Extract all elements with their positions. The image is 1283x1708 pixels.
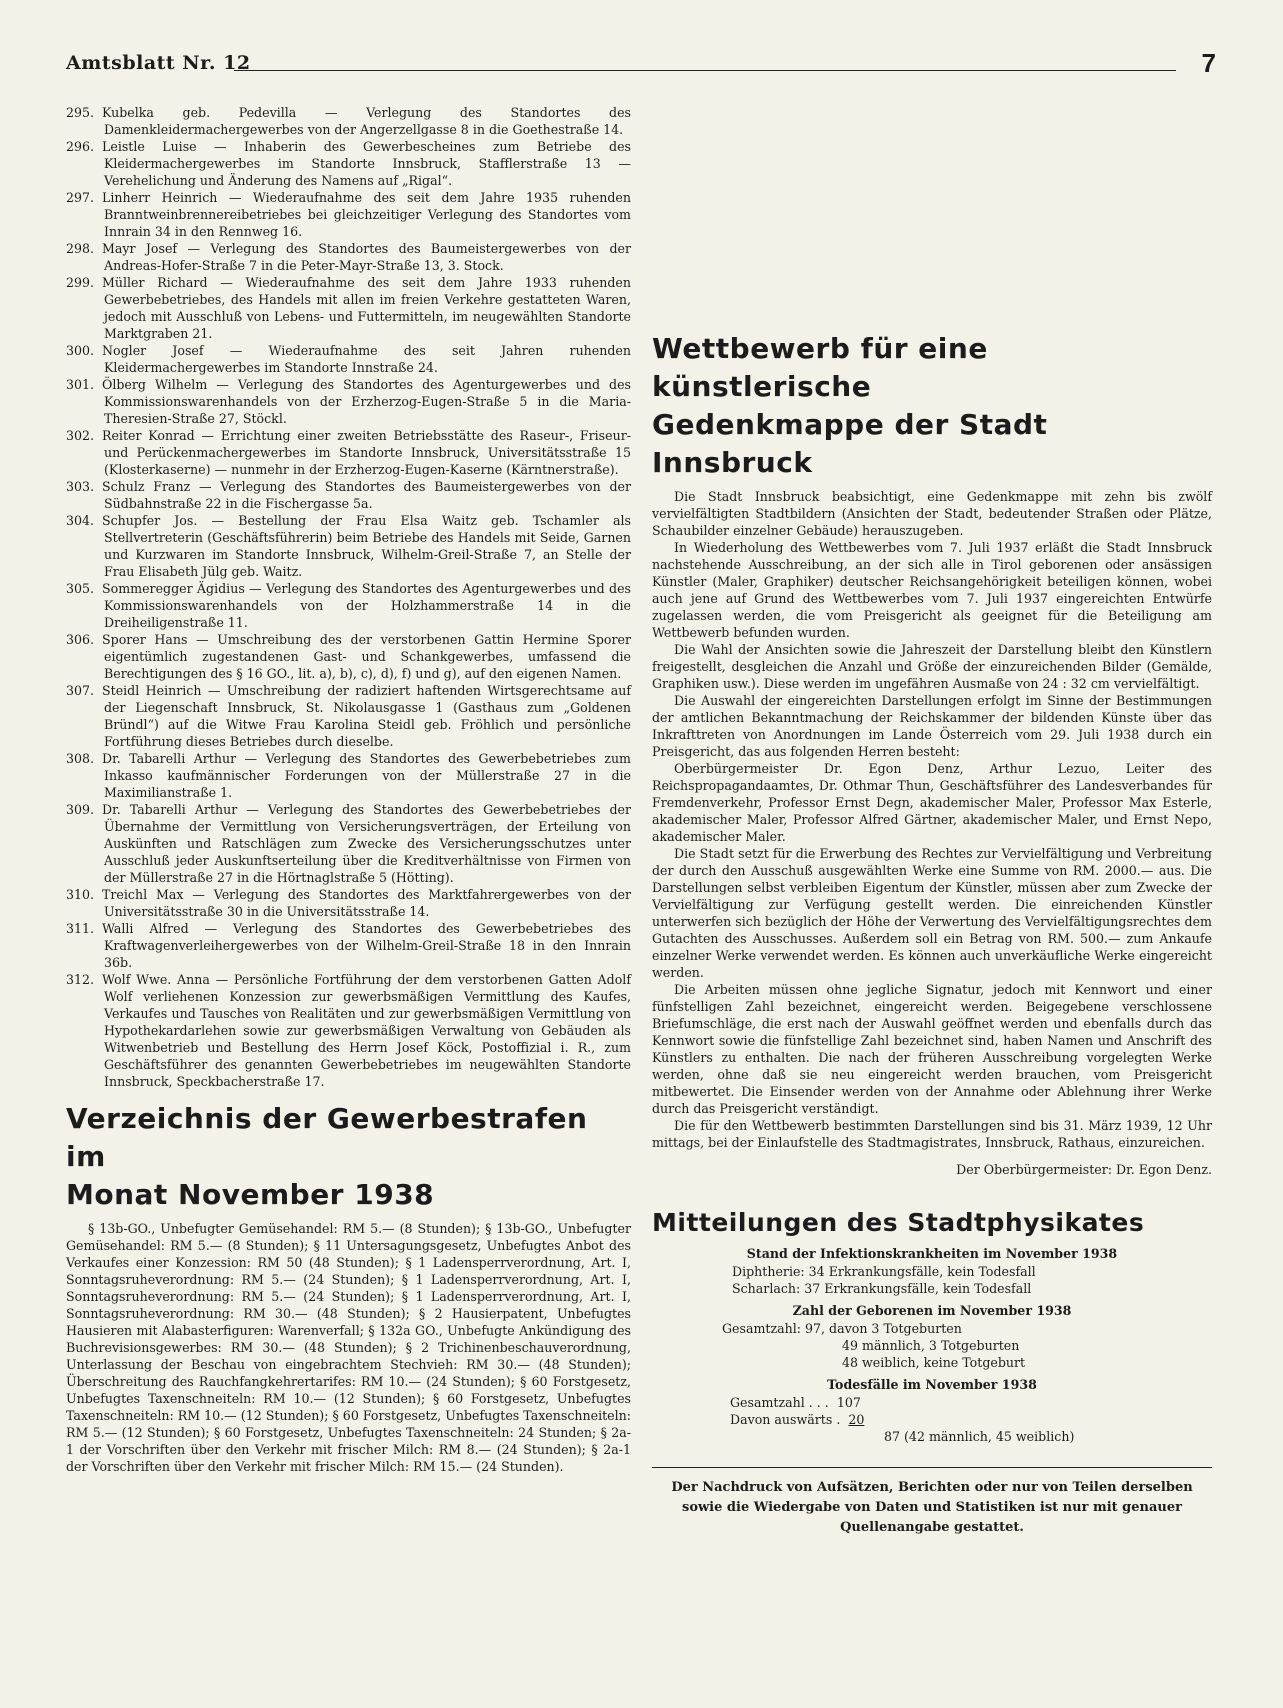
deaths-line: Gesamtzahl . . . 107	[730, 1395, 861, 1410]
infections-heading: Stand der Infektionskrankheiten im November 1938	[746, 1246, 1118, 1261]
right-column	[652, 330, 1212, 1538]
infection-line: Scharlach: 37 Erkrankungsfälle, kein Todesfall	[732, 1281, 1032, 1296]
gazette-title: Amtsblatt Nr. 12	[66, 52, 251, 74]
page-number: 7	[1201, 48, 1216, 78]
competition-paragraph: Die Wahl der Ansichten sowie die Jahreszeit der Darstellung bleibt den Künstlern freigestellt, desgleichen die Anzahl und Größe der einzureichenden Bilder (Gemälde, Graphiken usw.). Diese werden im ungefähren Ausmaße von 24 : 32 cm vervielfältigt.	[652, 642, 1212, 691]
list-item: 310. Treichl Max — Verlegung des Standortes des Marktfahrergewerbes von der Universitätsstraße 30 in die Universitätsstraße 14.	[66, 887, 631, 919]
list-item: 306. Sporer Hans — Umschreibung des der verstorbenen Gattin Hermine Sporer eigentümlich zugestandenen Gast- und Schankgewerbes, umfassend die Berechtigungen des § 16 GO., lit. a), b), c), d), f) und g), auf den eigenen Namen.	[66, 632, 631, 681]
list-item: 302. Reiter Konrad — Errichtung einer zweiten Betriebsstätte des Raseur-, Friseur- und Perückenmachergewerbes im Standorte Innsbruck, Universitätsstraße 15 (Klosterkaserne) — nunmehr in der Erzherzog-Eugen-Kaserne (Kärntnerstraße).	[66, 428, 631, 477]
infection-line: Diphtherie: 34 Erkrankungsfälle, kein Todesfall	[732, 1264, 1036, 1279]
mayor-signature: Der Oberbürgermeister: Dr. Egon Denz.	[956, 1162, 1212, 1177]
list-item: 308. Dr. Tabarelli Arthur — Verlegung des Standortes des Gewerbebetriebes zum Inkasso kaufmännischer Forderungen von der Müllerstraße 27 in die Maximilianstraße 1.	[66, 751, 631, 800]
list-item: 295. Kubelka geb. Pedevilla — Verlegung des Standortes des Damenkleidermachergewerbes von der Angerzellgasse 8 in die Goethestraße 14.	[66, 105, 631, 137]
births-line: Gesamtzahl: 97, davon 3 Totgeburten	[722, 1321, 962, 1336]
competition-heading: Wettbewerb für eine künstlerische Gedenkmappe der Stadt Innsbruck	[652, 332, 1048, 479]
trade-entries-list	[66, 104, 631, 1090]
list-item: 312. Wolf Wwe. Anna — Persönliche Fortführung der dem verstorbenen Gatten Adolf Wolf verliehenen Konzession zur gewerbsmäßigen Vermittlung des Kaufes, Verkaufes und Tausches von Realitäten und zur gewerbsmäßigen Vermittlung von Hypothekardarlehen sowie zur gewerbsmäßigen Verwaltung von Gebäuden als Witwenbetrieb und Bestellung des Herrn Josef Köck, Postoffizial i. R., zum Geschäftsführer des genannten Gewerbebetriebes im neugewählten Standorte Innsbruck, Speckbacherstraße 17.	[66, 972, 631, 1089]
births-heading: Zahl der Geborenen im November 1938	[792, 1303, 1072, 1318]
competition-paragraph: Die Stadt Innsbruck beabsichtigt, eine Gedenkmappe mit zehn bis zwölf vervielfältigten Stadtbildern (Ansichten der Stadt, bedeutender Straßen oder Plätze, Schaubilder einzelner Gebäude) herauszugeben.	[652, 489, 1212, 538]
competition-paragraph: In Wiederholung des Wettbewerbes vom 7. Juli 1937 erläßt die Stadt Innsbruck nachstehende Ausschreibung, an der sich alle in Tirol geborenen oder ansässigen Künstler (Maler, Graphiker) deutscher Reichsangehörigkeit beteiligen können, wobei auch jene auf Grund des Wettbewerbes vom 7. Juli 1937 eingereichten Entwürfe zugelassen werden, die vom Preisgericht als geeignet für die Beteiligung am Wettbewerb befunden wurden.	[652, 540, 1212, 640]
list-item: 299. Müller Richard — Wiederaufnahme des seit dem Jahre 1933 ruhenden Gewerbebetriebes, des Handels mit allen im freien Verkehre gestatteten Waren, jedoch mit Ausschluß von Lebens- und Futtermitteln, im neugewählten Standorte Marktgraben 21.	[66, 275, 631, 341]
page-header	[66, 48, 1216, 82]
list-item: 300. Nogler Josef — Wiederaufnahme des seit Jahren ruhenden Kleidermachergewerbes im Standorte Innstraße 24.	[66, 343, 631, 375]
list-item: 309. Dr. Tabarelli Arthur — Verlegung des Standortes des Gewerbebetriebes der Übernahme der Vermittlung von Versicherungsverträgen, der Erteilung von Auskünften und Ratschlägen zum Zwecke des Versicherungsschutzes unter Ausschluß jeder Auskunftserteilung über die Kreditverhältnisse von Firmen von der Müllerstraße 27 in die Hörtnaglstraße 5 (Hötting).	[66, 802, 631, 885]
list-item: 307. Steidl Heinrich — Umschreibung der radiziert haftenden Wirtsgerechtsame auf der Liegenschaft Innsbruck, St. Nikolausgasse 1 (Gasthaus zum „Goldenen Bründl“) auf die Witwe Frau Karolina Steidl geb. Fröhlich und persönliche Fortführung dieses Betriebes durch dieselbe.	[66, 683, 631, 749]
left-column	[66, 104, 631, 1475]
list-item: 305. Sommeregger Ägidius — Verlegung des Standortes des Agenturgewerbes und des Kommissionswarenhandels von der Holzhammerstraße 14 in die Dreiheiligenstraße 11.	[66, 581, 631, 630]
births-line: 48 weiblich, keine Totgeburt	[842, 1355, 1026, 1370]
list-item: 303. Schulz Franz — Verlegung des Standortes des Baumeistergewerbes von der Südbahnstraße 22 in die Fischergasse 5a.	[66, 479, 631, 511]
list-item: 304. Schupfer Jos. — Bestellung der Frau Elsa Waitz geb. Tschamler als Stellvertreterin (Geschäftsführerin) beim Betriebe des Handels mit Seide, Garnen und Kurzwaren im Standorte Innsbruck, Wilhelm-Greil-Straße 7, an Stelle der Frau Elisabeth Jülg geb. Waitz.	[66, 513, 631, 579]
list-item: 311. Walli Alfred — Verlegung des Standortes des Gewerbebetriebes des Kraftwagenverleihergewerbes von der Wilhelm-Greil-Straße 18 in den Innrain 36b.	[66, 921, 631, 970]
competition-paragraph: Die Arbeiten müssen ohne jegliche Signatur, jedoch mit Kennwort und einer fünfstelligen Zahl bezeichnet, eingereicht werden. Beigegebene verschlossene Briefumschläge, die erst nach der Auswahl geöffnet werden und ebenfalls durch das Kennwort sowie die fünfstellige Zahl bezeichnet sind, haben Namen und Anschrift des Künstlers zu enthalten. Die nach der früheren Ausschreibung vorgelegten Werke werden, ohne daß sie neu eingereicht werden brauchen, vom Preisgericht mitbewertet. Die Einsender werden von der Annahme oder Ablehnung ihrer Werke durch das Preisgericht verständigt.	[652, 982, 1212, 1116]
penalties-text: § 13b-GO., Unbefugter Gemüsehandel: RM 5.— (8 Stunden); § 13b-GO., Unbefugter Gemüsehandel: RM 5.— (8 Stunden); § 11 Untersagungsgesetz, Unbefugtes Anbot des Verkaufes einer Konzession: RM 50 (48 Stunden); § 1 Ladensperrverordnung, Art. I, Sonntagsruheverordnung: RM 5.— (24 Stunden); § 1 Ladensperrverordnung, Art. I, Sonntagsruheverordnung: RM 5.— (24 Stunden); § 1 Ladensperrverordnung, Art. I, Sonntagsruheverordnung: RM 30.— (48 Stunden); § 2 Hausierpatent, Unbefugtes Hausieren mit Alabasterfiguren: Warenverfall; § 132a GO., Unbefugte Ankündigung des Buchrevisionsgewerbes: RM 30.— (48 Stunden); § 2 Trichinenbeschauverordnung, Unterlassung der Beschau von eingebrachtem Stechvieh: RM 30.— (48 Stunden); Überschreitung des Rauchfangkehrertarifes: RM 10.— (24 Stunden); § 60 Forstgesetz, Unbefugtes Taxenschneiteln: RM 10.— (12 Stunden); § 60 Forstgesetz, Unbefugtes Taxenschneiteln: RM 10.— (12 Stunden); § 60 Forstgesetz, Unbefugtes Taxenschneiteln: RM 5.— (12 Stunden); § 60 Forstgesetz, Unbefugtes Taxenschneiteln: 24 Stunden; § 2a-1 der Vorschriften über den Verkehr mit frischer Milch: RM 8.— (24 Stunden); § 2a-1 der Vorschriften über den Verkehr mit frischer Milch: RM 15.— (24 Stunden).	[66, 1221, 631, 1474]
competition-paragraph: Die Auswahl der eingereichten Darstellungen erfolgt im Sinne der Bestimmungen der amtlichen Bekanntmachung der Reichskammer der bildenden Künste über das Inkrafttreten von Anordnungen im Lande Österreich vom 29. Juli 1938 durch ein Preisgericht, das aus folgenden Herren besteht:	[652, 693, 1212, 759]
deaths-line: Davon auswärts . 20	[730, 1412, 865, 1427]
deaths-total: 87 (42 männlich, 45 weiblich)	[884, 1429, 1075, 1444]
reprint-notice: Der Nachdruck von Aufsätzen, Berichten oder nur von Teilen derselben sowie die Wiedergabe von Daten und Statistiken ist nur mit genauer Quellenangabe gestattet.	[652, 1467, 1212, 1538]
list-item: 297. Linherr Heinrich — Wiederaufnahme des seit dem Jahre 1935 ruhenden Branntweinbrennereibetriebes bei gleichzeitiger Verlegung des Standortes vom Innrain 34 in den Rennweg 16.	[66, 190, 631, 239]
list-item: 298. Mayr Josef — Verlegung des Standortes des Baumeistergewerbes von der Andreas-Hofer-Straße 7 in die Peter-Mayr-Straße 13, 3. Stock.	[66, 241, 631, 273]
penalties-heading: Verzeichnis der Gewerbestrafen im Monat November 1938	[66, 1102, 588, 1211]
list-item: 301. Ölberg Wilhelm — Verlegung des Standortes des Agenturgewerbes und des Kommissionswarenhandels von der Erzherzog-Eugen-Straße 5 in die Maria-Theresien-Straße 27, Stöckl.	[66, 377, 631, 426]
deaths-heading: Todesfälle im November 1938	[827, 1377, 1037, 1392]
births-line: 49 männlich, 3 Totgeburten	[842, 1338, 1020, 1353]
competition-paragraph: Oberbürgermeister Dr. Egon Denz, Arthur Lezuo, Leiter des Reichspropagandaamtes, Dr. Othmar Thun, Geschäftsführer des Landesverbandes für Fremdenverkehr, Professor Ernst Degn, akademischer Maler, Professor Max Esterle, akademischer Maler, Professor Alfred Gärtner, akademischer Maler, und Ernst Nepo, akademischer Maler.	[652, 761, 1212, 844]
header-rule	[234, 70, 1176, 71]
competition-paragraph: Die Stadt setzt für die Erwerbung des Rechtes zur Vervielfältigung und Verbreitung der durch den Ausschuß ausgewählten Werke eine Summe von RM. 2000.— aus. Die Darstellungen selbst verbleiben Eigentum der Künstler, müssen aber zum Zwecke der Vervielfältigung zur Verfügung gestellt werden. Die einreichenden Künstler unterwerfen sich bezüglich der Höhe der Verwertung des Vervielfältigungsrechtes dem Gutachten des Ausschusses. Außerdem soll ein Betrag von RM. 500.— zum Ankaufe einzelner Werke verwendet werden. Es können auch unverkäufliche Werke eingereicht werden.	[652, 846, 1212, 980]
competition-paragraph: Die für den Wettbewerb bestimmten Darstellungen sind bis 31. März 1939, 12 Uhr mittags, bei der Einlaufstelle des Stadtmagistrates, Innsbruck, Rathaus, einzureichen.	[652, 1118, 1212, 1150]
physikat-heading: Mitteilungen des Stadtphysikates	[652, 1208, 1145, 1237]
list-item: 296. Leistle Luise — Inhaberin des Gewerbescheines zum Betriebe des Kleidermachergewerbes im Standorte Innsbruck, Stafflerstraße 13 — Verehelichung und Änderung des Namens auf „Rigal“.	[66, 139, 631, 188]
